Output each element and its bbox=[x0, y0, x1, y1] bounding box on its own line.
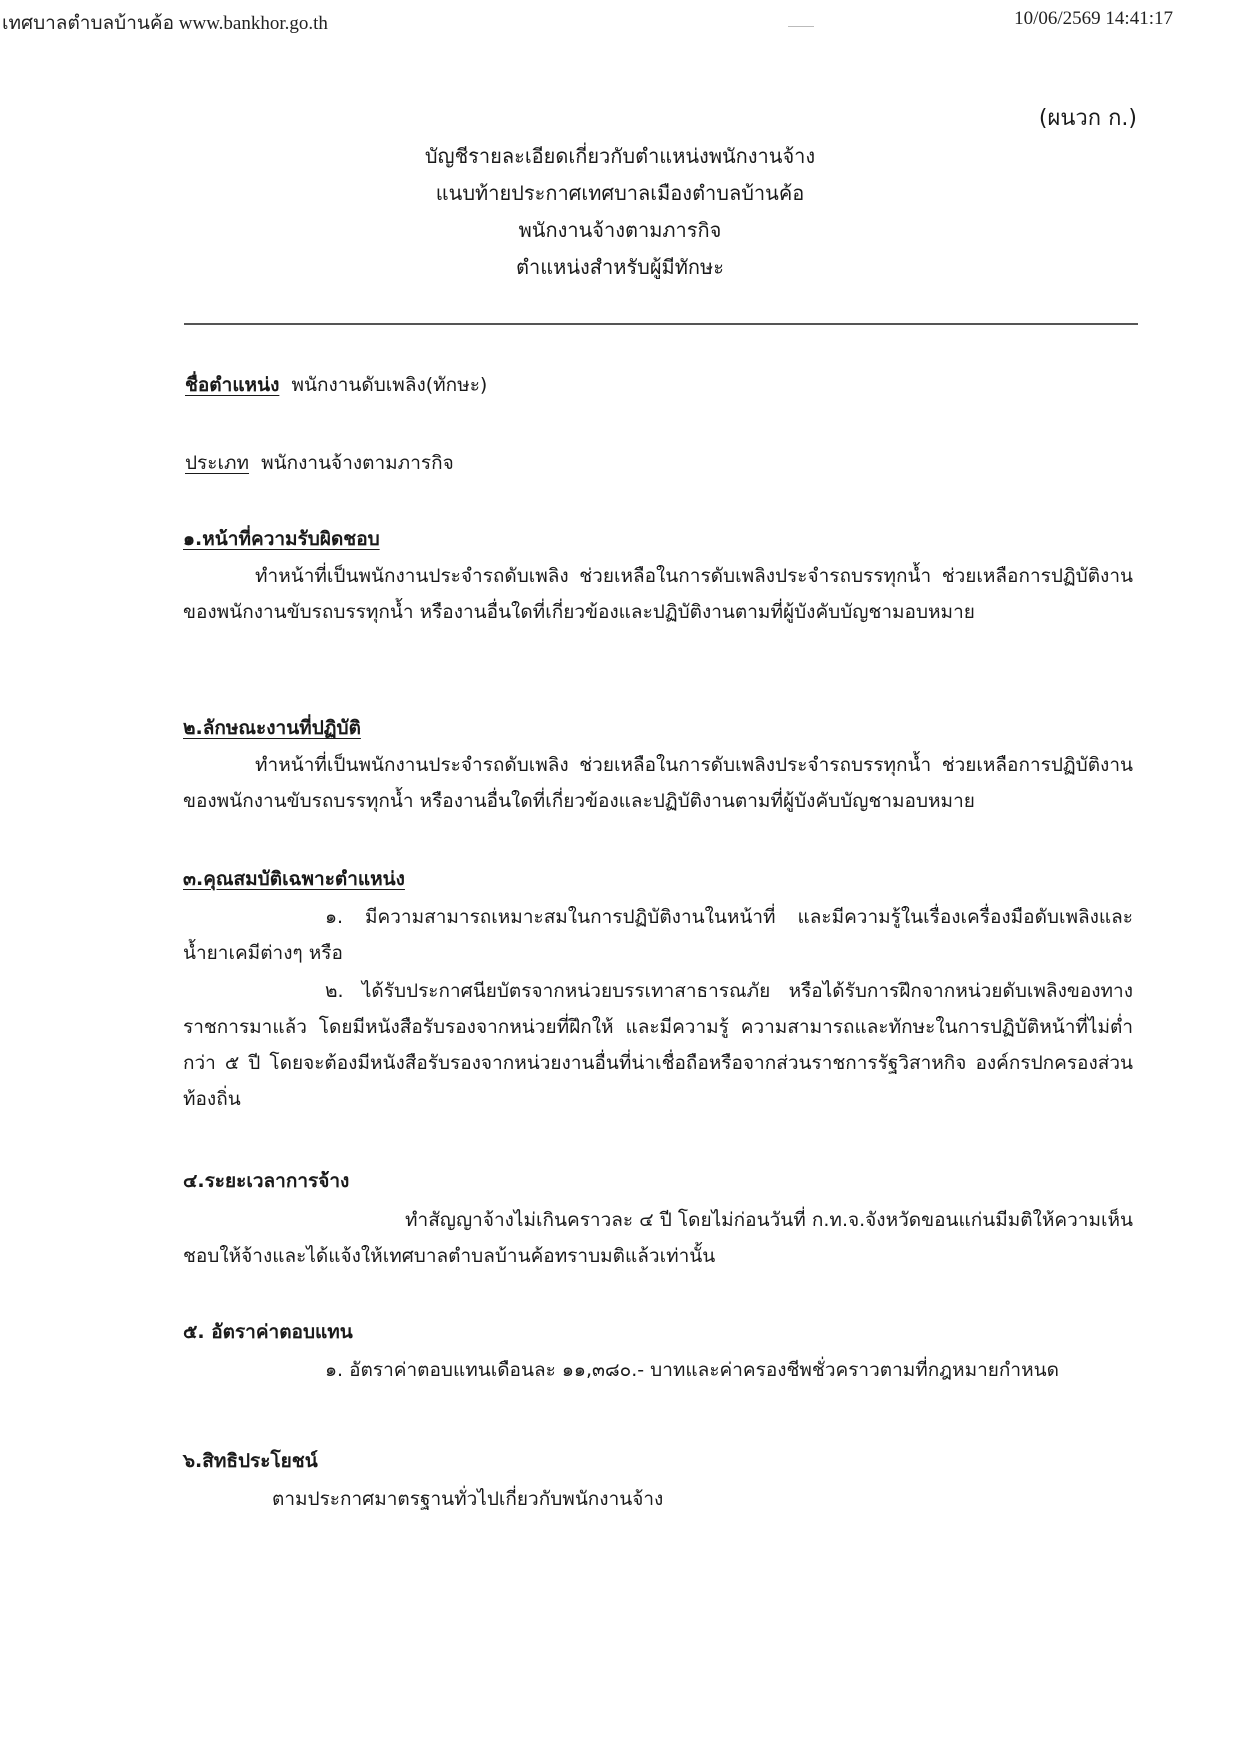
section-2-title: ๒.ลักษณะงานที่ปฏิบัติ bbox=[183, 717, 361, 739]
position-value: พนักงานดับเพลิง(ทักษะ) bbox=[291, 374, 488, 396]
title-line-4: ตำแหน่งสำหรับผู้มีทักษะ bbox=[516, 255, 724, 279]
title-line-3: พนักงานจ้างตามภารกิจ bbox=[518, 218, 722, 242]
title-line-2: แนบท้ายประกาศเทศบาลเมืองตำบลบ้านค้อ bbox=[435, 181, 805, 205]
title-divider bbox=[184, 323, 1138, 325]
print-timestamp: 10/06/2569 14:41:17 bbox=[1014, 8, 1173, 29]
document-title bbox=[300, 138, 940, 286]
site-url: เทศบาลตำบลบ้านค้อ www.bankhor.go.th bbox=[2, 13, 328, 34]
section-5-title: ๕. อัตราค่าตอบแทน bbox=[183, 1321, 353, 1343]
section-3-title: ๓.คุณสมบัติเฉพาะตำแหน่ง bbox=[183, 868, 405, 890]
section-6-title: ๖.สิทธิประโยชน์ bbox=[183, 1450, 318, 1472]
type-value: พนักงานจ้างตามภารกิจ bbox=[261, 452, 454, 474]
section-4-title: ๔.ระยะเวลาการจ้าง bbox=[183, 1170, 350, 1192]
type-label: ประเภท bbox=[185, 452, 250, 474]
position-label: ชื่อตำแหน่ง bbox=[185, 374, 280, 396]
section-1-title: ๑.หน้าที่ความรับผิดชอบ bbox=[183, 528, 380, 550]
attachment-label: (ผนวก ก.) bbox=[1038, 106, 1137, 131]
title-line-1: บัญชีรายละเอียดเกี่ยวกับตำแหน่งพนักงานจ้าง bbox=[424, 144, 816, 168]
section-4-text: ทำสัญญาจ้างไม่เกินคราวละ ๔ ปี โดยไม่ก่อนวันที่ ก.ท.จ.จังหวัดขอนแก่นมีมติให้ความเห็นชอบให้จ้างและได้แจ้งให้เทศบาลตำบลบ้านค้อทราบมติแล้วเท่านั้น bbox=[183, 1209, 1133, 1267]
section-3-item-1: ๑. มีความสามารถเหมาะสมในการปฏิบัติงานในหน้าที่ และมีความรู้ในเรื่องเครื่องมือดับเพลิงและน้ำยาเคมีต่างๆ หรือ bbox=[183, 906, 1133, 964]
section-1-text: ทำหน้าที่เป็นพนักงานประจำรถดับเพลิง ช่วยเหลือในการดับเพลิงประจำรถบรรทุกน้ำ ช่วยเหลือการปฏิบัติงานของพนักงานขับรถบรรทุกน้ำ หรืองานอื่นใดที่เกี่ยวข้องและปฏิบัติงานตามที่ผู้บังคับบัญชามอบหมาย bbox=[183, 565, 1133, 623]
section-5-text: ๑. อัตราค่าตอบแทนเดือนละ ๑๑,๓๘๐.- บาทและค่าครองชีพชั่วคราวตามที่กฎหมายกำหนด bbox=[325, 1359, 1059, 1381]
section-2-text: ทำหน้าที่เป็นพนักงานประจำรถดับเพลิง ช่วยเหลือในการดับเพลิงประจำรถบรรทุกน้ำ ช่วยเหลือการปฏิบัติงานของพนักงานขับรถบรรทุกน้ำ หรืองานอื่นใดที่เกี่ยวข้องและปฏิบัติงานตามที่ผู้บังคับบัญชามอบหมาย bbox=[183, 754, 1133, 812]
position-row bbox=[185, 370, 487, 400]
section-6-text: ตามประกาศมาตรฐานทั่วไปเกี่ยวกับพนักงานจ้าง bbox=[272, 1488, 664, 1510]
type-row bbox=[185, 448, 454, 478]
section-3-item-2: ๒. ได้รับประกาศนียบัตรจากหน่วยบรรเทาสาธารณภัย หรือได้รับการฝึกจากหน่วยดับเพลิงของทางราชการมาแล้ว โดยมีหนังสือรับรองจากหน่วยที่ฝึกให้ และมีความรู้ ความสามารถและทักษะในการปฏิบัติหน้าที่ไม่ต่ำกว่า ๕ ปี โดยจะต้องมีหนังสือรับรองจากหน่วยงานอื่นที่น่าเชื่อถือหรือจากส่วนราชการรัฐวิสาหกิจ องค์กรปกครองส่วนท้องถิ่น bbox=[183, 980, 1133, 1110]
